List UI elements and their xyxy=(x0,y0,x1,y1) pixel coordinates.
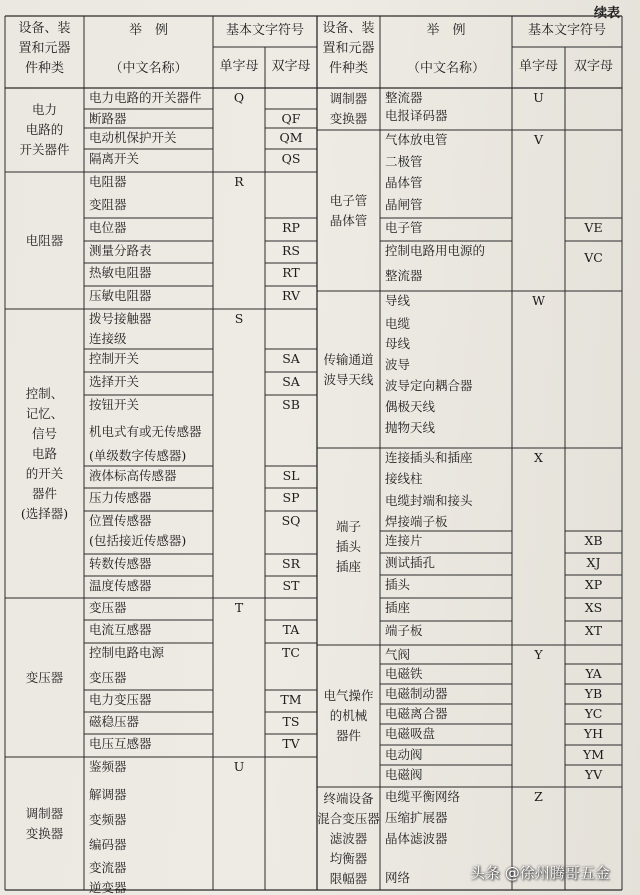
right-category-equipment: 终端设备 xyxy=(323,790,374,806)
left-double-letter: RP xyxy=(282,220,300,235)
right-example-name: 电动阀 xyxy=(385,747,423,762)
right-example-name: 电报译码器 xyxy=(385,108,448,123)
left-example-name: 解调器 xyxy=(89,787,127,802)
left-example-name: 位置传感器 xyxy=(89,513,152,528)
right-example-name: 电磁铁 xyxy=(385,666,423,681)
left-example-name: 测量分路表 xyxy=(89,243,152,258)
header-example: 举 例 xyxy=(426,23,466,38)
right-single-letter: Y xyxy=(534,647,543,662)
right-example-name: 压缩扩展器 xyxy=(385,810,448,825)
right-category-equipment: 滤波器 xyxy=(329,830,368,846)
left-double-letter: SP xyxy=(282,490,300,505)
right-double-letter: VC xyxy=(584,250,603,265)
left-double-letter: SL xyxy=(282,468,300,483)
left-double-letter: SR xyxy=(282,556,300,571)
right-example-name: 电磁离合器 xyxy=(385,706,448,721)
header-double: 双字母 xyxy=(573,59,614,74)
right-example-name: 插座 xyxy=(385,600,411,615)
left-single-letter: Q xyxy=(233,90,245,105)
left-example-name: 变阻器 xyxy=(89,197,127,212)
left-category-switch: 开关器件 xyxy=(19,142,70,157)
right-double-letter: XS xyxy=(584,600,603,615)
continued-label: 续表 xyxy=(593,6,620,21)
right-example-name: 母线 xyxy=(385,336,411,351)
left-example-name: 变频器 xyxy=(89,812,127,827)
right-category-mechanical: 电气操作 xyxy=(323,688,374,703)
header-category-label: 件种类 xyxy=(328,61,369,76)
right-example-name: 导线 xyxy=(385,293,411,308)
left-example-name: 控制电路电源 xyxy=(89,645,165,660)
right-category-modulator: 变换器 xyxy=(329,111,368,126)
right-example-name: 晶体管 xyxy=(385,175,423,190)
left-example-name: 液体标高传感器 xyxy=(89,468,177,483)
right-example-name: 晶体滤波器 xyxy=(385,831,448,846)
left-example-name: 电流互感器 xyxy=(89,622,152,637)
right-double-letter: YV xyxy=(584,767,603,782)
left-double-letter: TV xyxy=(282,736,300,751)
left-example-name: 编码器 xyxy=(89,837,127,852)
right-example-name: 连接片 xyxy=(385,533,423,548)
left-category-control: (选择器) xyxy=(20,505,69,521)
right-example-name: 网络 xyxy=(385,870,411,885)
right-example-name: 焊接端子板 xyxy=(385,514,448,529)
header-category-label: 件种类 xyxy=(24,61,65,76)
left-example-name: 隔离开关 xyxy=(89,151,140,166)
right-double-letter: YC xyxy=(584,706,603,721)
left-example-name: 变压器 xyxy=(89,600,127,615)
right-category-tube: 电子管 xyxy=(329,192,368,208)
right-example-name: 整流器 xyxy=(385,268,423,283)
right-category-equipment: 均衡器 xyxy=(329,850,368,866)
right-single-letter: Z xyxy=(534,789,543,804)
right-example-name: 电缆 xyxy=(385,316,411,331)
header-category-label: 设备、装 xyxy=(322,21,375,36)
header-category-label: 设备、装 xyxy=(18,21,71,36)
right-example-name: 波导定向耦合器 xyxy=(385,378,473,393)
right-example-name: 连接插头和插座 xyxy=(385,450,473,465)
left-category-transformer: 变压器 xyxy=(25,669,64,685)
left-example-name: 电阻器 xyxy=(89,174,127,189)
left-double-letter: SB xyxy=(282,397,300,412)
left-example-name: 变压器 xyxy=(89,670,127,685)
left-example-name: 电位器 xyxy=(89,220,127,235)
left-category-control: 电路 xyxy=(31,445,58,461)
header-example-sub: （中文名称） xyxy=(109,61,188,76)
right-example-name: 电缆封端和接头 xyxy=(385,493,473,508)
right-example-name: 测试插孔 xyxy=(385,555,436,570)
right-example-name: 整流器 xyxy=(385,90,423,105)
right-example-name: 晶闸管 xyxy=(385,197,423,212)
right-double-letter: YA xyxy=(585,666,602,681)
left-single-letter: T xyxy=(234,600,244,615)
left-double-letter: SQ xyxy=(281,513,301,528)
left-example-name: 电动机保护开关 xyxy=(89,130,177,145)
right-example-name: 波导 xyxy=(385,357,411,372)
right-category-equipment: 限幅器 xyxy=(329,870,368,886)
left-category-control: 的开关 xyxy=(25,465,64,481)
right-single-letter: X xyxy=(534,450,543,465)
left-example-name: 选择开关 xyxy=(89,374,140,389)
right-category-terminal: 插座 xyxy=(335,558,362,574)
header-double: 双字母 xyxy=(271,59,311,74)
header-symbol: 基本文字符号 xyxy=(527,23,607,38)
header-single: 单字母 xyxy=(518,59,559,74)
left-example-name: 磁稳压器 xyxy=(89,714,140,729)
right-double-letter: YB xyxy=(584,686,603,701)
left-category-resistor: 电阻器 xyxy=(25,232,64,248)
right-double-letter: XJ xyxy=(586,555,601,570)
right-double-letter: VE xyxy=(584,220,603,235)
right-double-letter: YM xyxy=(582,747,605,762)
left-double-letter: TA xyxy=(282,622,300,637)
left-example-name: 电力电路的开关器件 xyxy=(89,90,202,105)
right-example-name: 电磁阀 xyxy=(385,767,423,782)
left-category-switch: 电力 xyxy=(31,102,58,117)
header-category-label: 置和元器 xyxy=(18,41,71,56)
right-example-name: 电缆平衡网络 xyxy=(385,789,461,804)
left-example-name: 按钮开关 xyxy=(89,397,140,412)
left-example-name: 拨号接触器 xyxy=(89,311,152,326)
left-example-name: (包括接近传感器) xyxy=(89,533,187,548)
left-example-name: 逆变器 xyxy=(89,880,127,895)
right-category-transmission: 传输通道 xyxy=(323,351,374,367)
left-double-letter: TS xyxy=(282,714,300,729)
left-example-name: 压力传感器 xyxy=(89,490,152,505)
left-category-switch: 电路的 xyxy=(25,122,64,137)
right-double-letter: XP xyxy=(584,577,603,592)
right-category-transmission: 波导天线 xyxy=(323,371,374,387)
right-single-letter: W xyxy=(532,293,545,308)
left-example-name: 机电式有或无传感器 xyxy=(89,424,202,439)
left-single-letter: U xyxy=(233,759,245,774)
right-single-letter: V xyxy=(533,132,544,147)
left-example-name: 断路器 xyxy=(89,111,127,126)
right-double-letter: XB xyxy=(584,533,603,548)
left-example-name: 连接级 xyxy=(89,331,127,346)
right-single-letter: U xyxy=(533,90,544,105)
header-example: 举 例 xyxy=(128,23,169,38)
left-category-control: 记忆、 xyxy=(25,405,64,421)
left-example-name: 热敏电阻器 xyxy=(89,265,152,280)
left-example-name: 温度传感器 xyxy=(89,578,152,593)
left-double-letter: QM xyxy=(279,130,303,145)
left-example-name: 控制开关 xyxy=(89,351,140,366)
right-example-name: 电子管 xyxy=(385,220,423,235)
left-example-name: 电力变压器 xyxy=(89,692,152,707)
left-double-letter: SA xyxy=(282,374,300,389)
source-watermark: 头条 @徐州腾哥五金 xyxy=(470,864,610,882)
left-example-name: 压敏电阻器 xyxy=(89,288,152,303)
right-example-name: 控制电路用电源的 xyxy=(385,243,486,258)
left-example-name: 变流器 xyxy=(89,860,127,875)
right-example-name: 端子板 xyxy=(385,623,423,638)
header-single: 单字母 xyxy=(219,59,259,74)
left-single-letter: S xyxy=(234,311,244,326)
header-example-sub: （中文名称） xyxy=(406,61,486,76)
right-double-letter: YH xyxy=(583,726,604,741)
right-example-name: 偶极天线 xyxy=(385,399,436,414)
left-category-control: 信号 xyxy=(31,425,58,441)
left-single-letter: R xyxy=(234,174,244,189)
left-double-letter: ST xyxy=(282,578,300,593)
right-example-name: 抛物天线 xyxy=(385,420,436,435)
right-example-name: 插头 xyxy=(385,577,411,592)
left-category-modulator: 调制器 xyxy=(25,805,64,821)
left-double-letter: TM xyxy=(280,692,302,707)
left-category-control: 器件 xyxy=(31,485,58,501)
left-double-letter: RS xyxy=(282,243,300,258)
left-example-name: 电压互感器 xyxy=(89,736,152,751)
left-example-name: 转数传感器 xyxy=(89,556,152,571)
left-double-letter: RV xyxy=(282,288,300,303)
left-double-letter: QS xyxy=(281,151,301,166)
header-symbol: 基本文字符号 xyxy=(225,23,305,38)
right-category-mechanical: 器件 xyxy=(335,728,362,743)
right-example-name: 气阀 xyxy=(385,647,411,662)
right-category-modulator: 调制器 xyxy=(329,91,368,106)
right-example-name: 二极管 xyxy=(385,154,423,169)
left-example-name: (单级数字传感器) xyxy=(89,448,187,463)
left-category-control: 控制、 xyxy=(25,385,64,401)
left-double-letter: SA xyxy=(282,351,300,366)
right-category-mechanical: 的机械 xyxy=(329,708,368,723)
left-example-name: 鉴频器 xyxy=(89,759,127,774)
right-category-terminal: 插头 xyxy=(335,538,362,554)
right-example-name: 接线柱 xyxy=(385,471,423,486)
right-double-letter: XT xyxy=(584,623,603,638)
right-example-name: 气体放电管 xyxy=(385,132,448,147)
header-category-label: 置和元器 xyxy=(322,41,375,56)
left-double-letter: QF xyxy=(281,111,301,126)
right-example-name: 电磁制动器 xyxy=(385,686,448,701)
right-category-terminal: 端子 xyxy=(335,518,362,534)
right-category-tube: 晶体管 xyxy=(329,212,368,228)
right-category-equipment: 混合变压器 xyxy=(317,810,380,826)
left-category-modulator: 变换器 xyxy=(25,825,64,841)
left-double-letter: RT xyxy=(282,265,300,280)
right-example-name: 电磁吸盘 xyxy=(385,726,436,741)
left-double-letter: TC xyxy=(282,645,300,660)
